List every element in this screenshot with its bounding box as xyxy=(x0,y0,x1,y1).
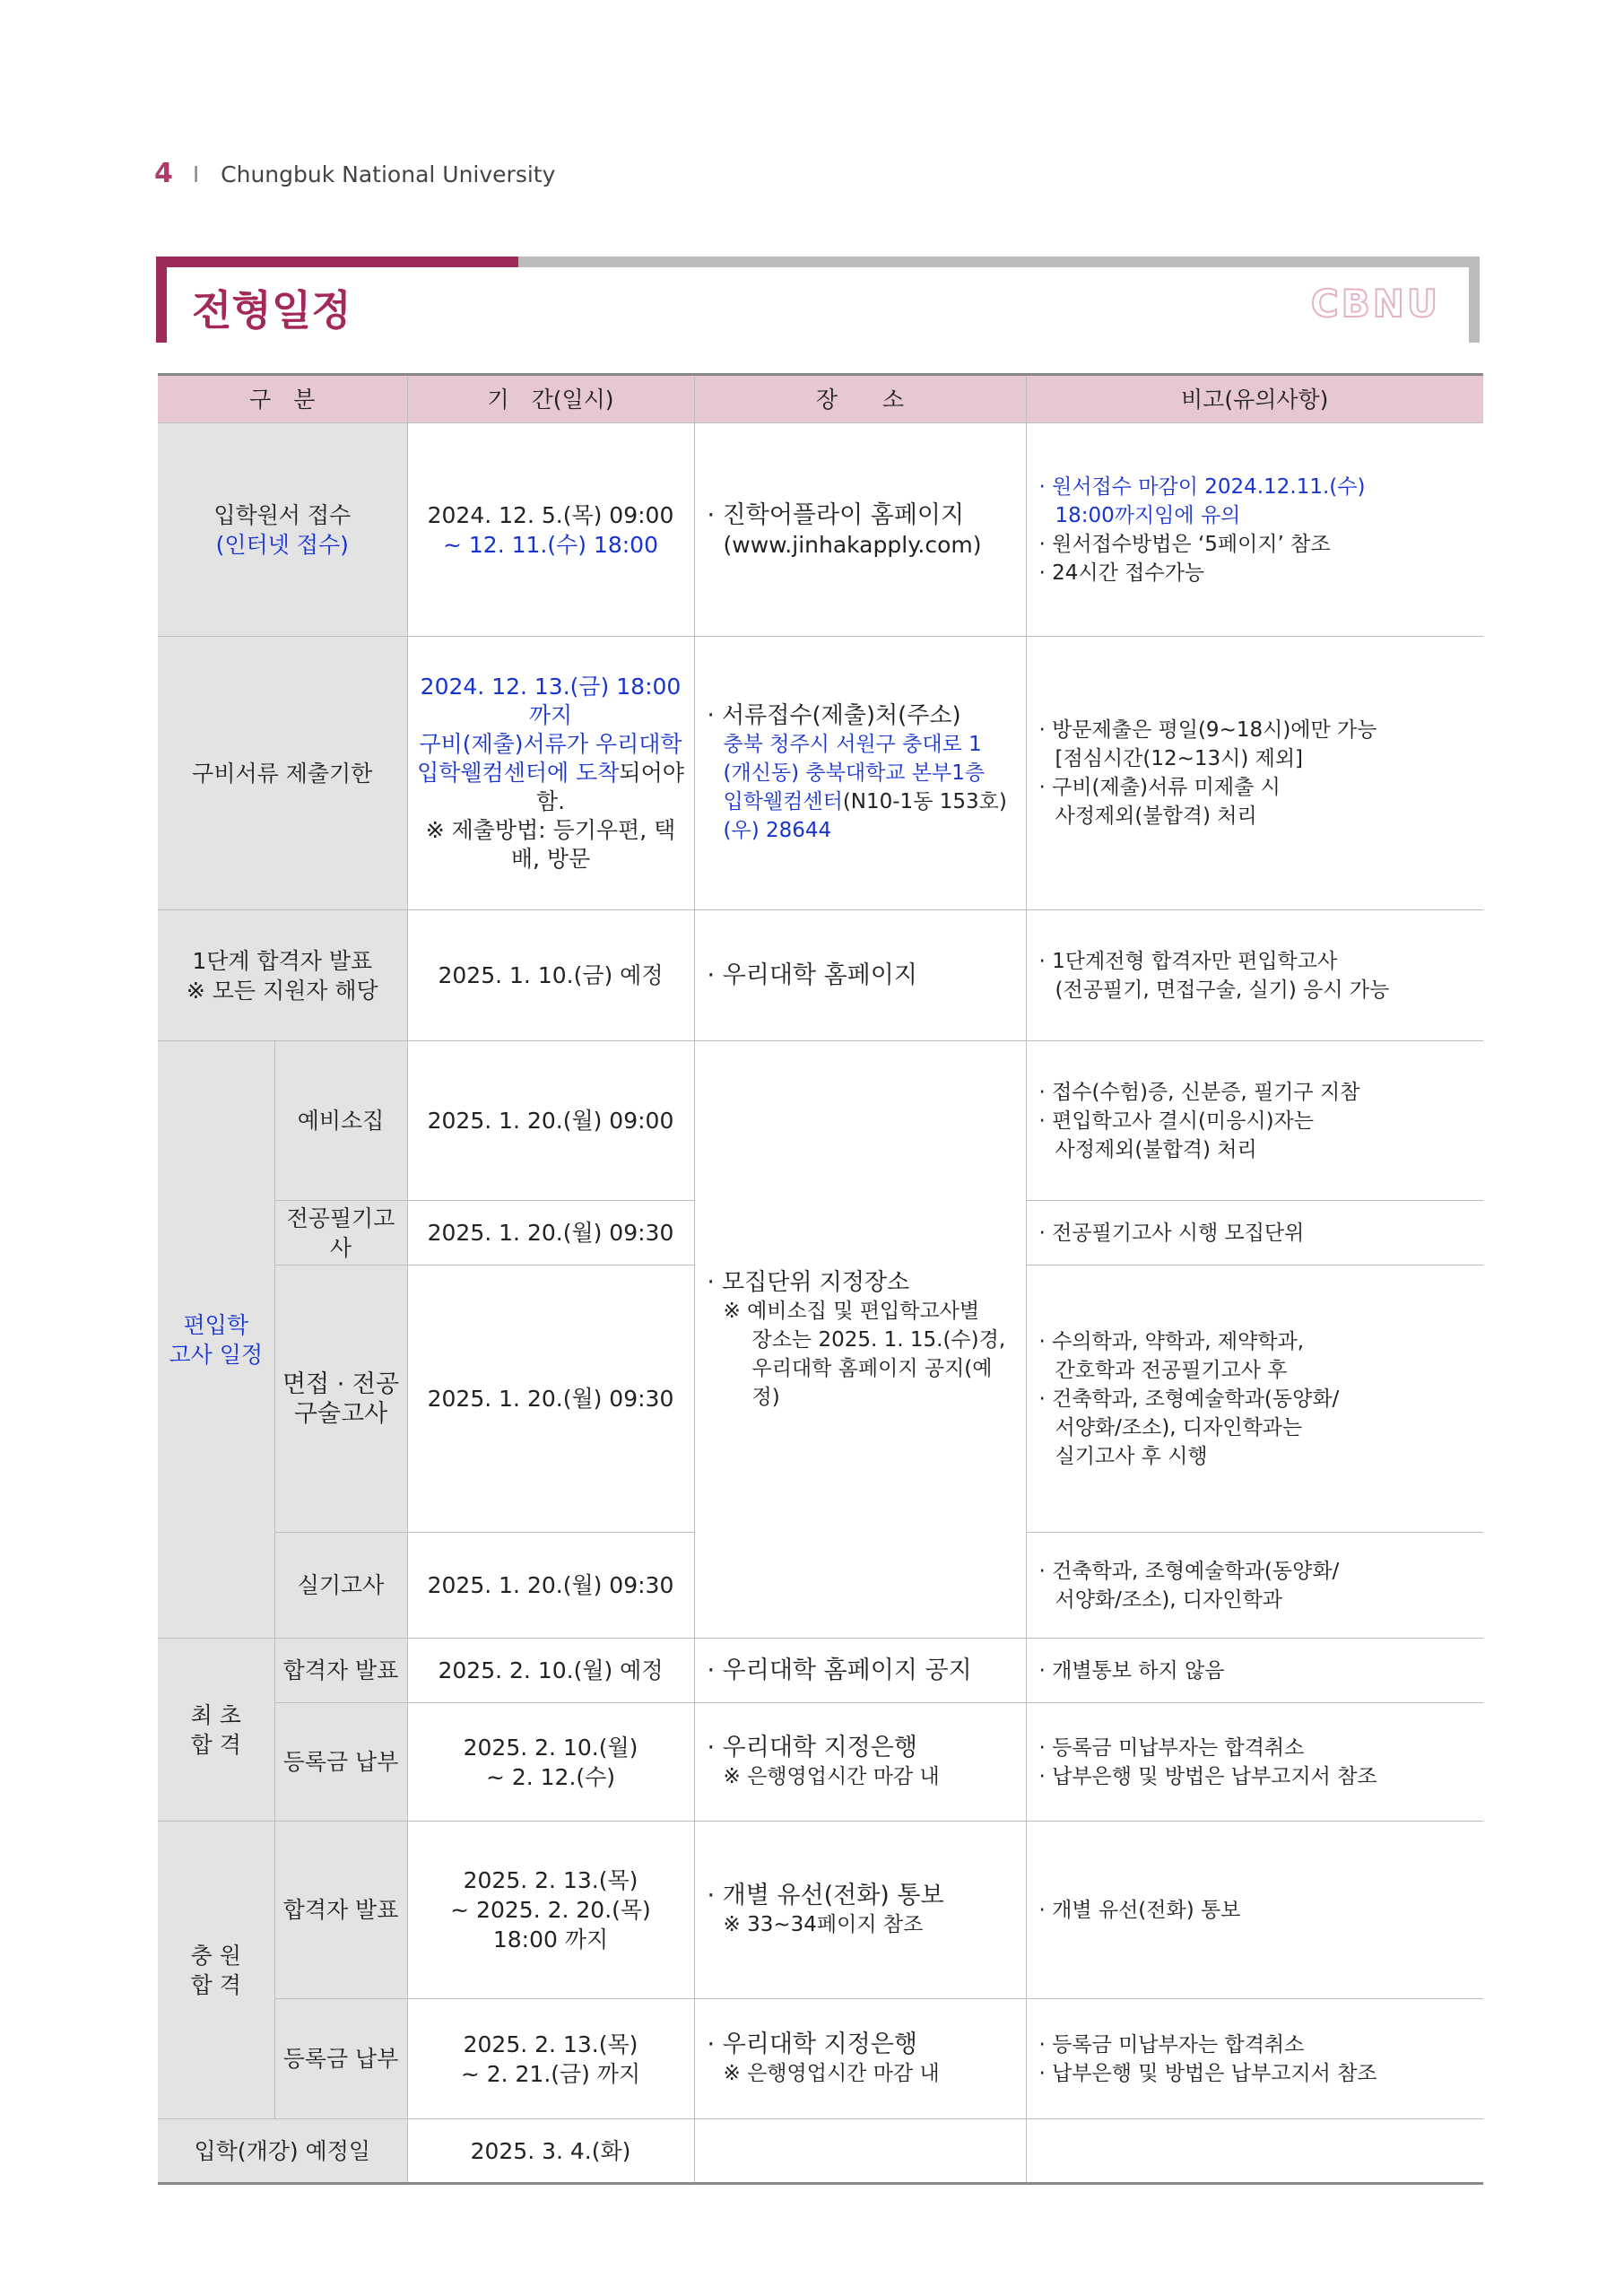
documents-period-2: 구비(제출)서류가 우리대학 xyxy=(419,731,682,757)
title-gray-bar xyxy=(518,257,1480,267)
exam-prelim-note-3: 사정제외(불합격) 처리 xyxy=(1055,1137,1257,1161)
exam-practical-note-cell xyxy=(1026,1533,1483,1639)
stage1-note-2: (전공필기, 면접구술, 실기) 응시 가능 xyxy=(1055,978,1390,1002)
final-payment-period-2: ~ 2. 12.(수) xyxy=(485,1763,616,1790)
documents-place-5: (우) 28644 xyxy=(723,819,832,842)
application-period-cell xyxy=(407,423,694,637)
opening-period: 2025. 3. 4.(화) xyxy=(407,2119,694,2184)
application-label-cell xyxy=(158,423,407,637)
opening-place-empty xyxy=(694,2119,1026,2184)
additional-category-cell xyxy=(158,1822,274,2119)
header-period: 기 간(일시) xyxy=(407,375,694,423)
exam-interview-note-4: 서양화/조소), 디자인학과는 xyxy=(1055,1415,1303,1439)
final-payment-note-1: · 등록금 미납부자는 합격취소 xyxy=(1038,1735,1305,1760)
row-opening xyxy=(158,2119,1483,2184)
exam-interview-note-5: 실기고사 후 시행 xyxy=(1055,1444,1208,1468)
university-name: Chungbuk National University xyxy=(221,161,556,187)
exam-interview-period: 2025. 1. 20.(월) 09:30 xyxy=(407,1265,694,1533)
documents-note-1: · 방문제출은 평일(9~18시)에만 가능 xyxy=(1038,718,1377,742)
exam-practical-note-2: 서양화/조소), 디자인학과 xyxy=(1055,1587,1283,1612)
additional-announce-label: 합격자 발표 xyxy=(274,1822,407,1999)
final-category-1: 최 초 xyxy=(190,1701,241,1728)
documents-note-cell xyxy=(1026,637,1483,910)
documents-period-3 xyxy=(415,759,687,816)
final-announce-label: 합격자 발표 xyxy=(274,1639,407,1703)
application-period-2: ~ 12. 11.(수) 18:00 xyxy=(442,531,658,558)
additional-payment-note-2: · 납부은행 및 방법은 납부고지서 참조 xyxy=(1038,2061,1377,2085)
header-category: 구 분 xyxy=(158,375,407,423)
documents-period-cell xyxy=(407,637,694,910)
exam-place-3: 장소는 2025. 1. 15.(수)경, xyxy=(751,1327,1006,1352)
documents-place-4a: 입학웰컴센터 xyxy=(723,790,843,813)
exam-prelim-note-1: · 접수(수험)증, 신분증, 필기구 지참 xyxy=(1038,1080,1360,1104)
application-period-1: 2024. 12. 5.(목) 09:00 xyxy=(427,501,674,528)
final-payment-period-1: 2025. 2. 10.(월) xyxy=(463,1734,638,1761)
exam-interview-note-cell xyxy=(1026,1265,1483,1533)
additional-payment-label: 등록금 납부 xyxy=(274,1999,407,2119)
row-stage1 xyxy=(158,910,1483,1041)
additional-payment-place-cell xyxy=(694,1999,1026,2119)
application-place-cell xyxy=(694,423,1026,637)
final-announce-period: 2025. 2. 10.(월) 예정 xyxy=(407,1639,694,1703)
header-separator: I xyxy=(192,161,200,187)
exam-written-period: 2025. 1. 20.(월) 09:30 xyxy=(407,1201,694,1265)
exam-practical-period: 2025. 1. 20.(월) 09:30 xyxy=(407,1533,694,1639)
additional-announce-period-cell xyxy=(407,1822,694,1999)
stage1-label-2: ※ 모든 지원자 해당 xyxy=(186,977,378,1004)
exam-prelim-label: 예비소집 xyxy=(274,1041,407,1201)
documents-period-3a: 입학웰컴센터에 도착 xyxy=(417,760,620,786)
additional-announce-period-3: 18:00 까지 xyxy=(492,1926,609,1952)
documents-place-cell xyxy=(694,637,1026,910)
exam-written-label: 전공필기고사 xyxy=(274,1201,407,1265)
final-payment-place-2: ※ 은행영업시간 마감 내 xyxy=(723,1765,940,1788)
exam-interview-note-3: · 건축학과, 조형예술학과(동양화/ xyxy=(1038,1387,1340,1411)
opening-label: 입학(개강) 예정일 xyxy=(158,2119,407,2184)
final-payment-note-cell xyxy=(1026,1703,1483,1822)
documents-note-4: 사정제외(불합격) 처리 xyxy=(1055,804,1257,828)
documents-place-4 xyxy=(708,787,1019,816)
documents-period-1: 2024. 12. 13.(금) 18:00까지 xyxy=(420,674,682,728)
additional-announce-period-2: ~ 2025. 2. 20.(목) xyxy=(450,1897,651,1923)
application-place-1: · 진학어플라이 홈페이지 xyxy=(707,500,965,529)
exam-interview-note-2: 간호학과 전공필기고사 후 xyxy=(1055,1358,1288,1382)
row-application xyxy=(158,423,1483,637)
stage1-note-1: · 1단계전형 합격자만 편입학고사 xyxy=(1038,949,1338,973)
stage1-place: · 우리대학 홈페이지 xyxy=(694,910,1026,1041)
documents-label: 구비서류 제출기한 xyxy=(158,637,407,910)
additional-announce-place-cell xyxy=(694,1822,1026,1999)
additional-payment-place-1: · 우리대학 지정은행 xyxy=(707,2031,917,2058)
exam-prelim-note-cell xyxy=(1026,1041,1483,1201)
application-note-2: 18:00까지임에 유의 xyxy=(1055,503,1241,527)
application-note-3: · 원서접수방법은 ‘5페이지’ 참조 xyxy=(1038,532,1331,556)
section-title: 전형일정 xyxy=(192,286,352,335)
exam-prelim-note-2: · 편입학고사 결시(미응시)자는 xyxy=(1038,1109,1314,1133)
documents-place-3: (개신동) 충북대학교 본부1층 xyxy=(723,761,986,785)
section-title-box xyxy=(156,257,1480,343)
application-label: 입학원서 접수 xyxy=(213,501,352,528)
final-payment-place-1: · 우리대학 지정은행 xyxy=(707,1734,917,1761)
final-announce-note: · 개별통보 하지 않음 xyxy=(1026,1639,1483,1703)
stage1-period: 2025. 1. 10.(금) 예정 xyxy=(407,910,694,1041)
row-documents xyxy=(158,637,1483,910)
page-header xyxy=(154,158,555,189)
header-note: 비고(유의사항) xyxy=(1026,375,1483,423)
title-accent-bar xyxy=(156,257,518,267)
exam-written-note: · 전공필기고사 시행 모집단위 xyxy=(1026,1201,1483,1265)
exam-category-2: 고사 일정 xyxy=(169,1341,264,1368)
additional-category-2: 합 격 xyxy=(190,1971,241,1998)
final-announce-place: · 우리대학 홈페이지 공지 xyxy=(694,1639,1026,1703)
final-payment-label: 등록금 납부 xyxy=(274,1703,407,1822)
exam-prelim-period: 2025. 1. 20.(월) 09:00 xyxy=(407,1041,694,1201)
documents-place-4b: (N10-1동 153호) xyxy=(842,790,1007,813)
row-additional-payment xyxy=(158,1999,1483,2119)
documents-place-1: · 서류접수(제출)처(주소) xyxy=(707,702,961,729)
final-payment-period-cell xyxy=(407,1703,694,1822)
exam-category-cell xyxy=(158,1041,274,1639)
documents-note-2: [점심시간(12~13시) 제외] xyxy=(1055,747,1304,770)
opening-note-empty xyxy=(1026,2119,1483,2184)
additional-announce-note: · 개별 유선(전화) 통보 xyxy=(1026,1822,1483,1999)
additional-payment-note-1: · 등록금 미납부자는 합격취소 xyxy=(1038,2032,1305,2057)
stage1-label-1: 1단계 합격자 발표 xyxy=(192,947,373,974)
stage1-label-cell xyxy=(158,910,407,1041)
exam-interview-note-1: · 수의학과, 약학과, 제약학과, xyxy=(1038,1329,1305,1353)
additional-payment-place-2: ※ 은행영업시간 마감 내 xyxy=(723,2062,940,2085)
application-place-2: (www.jinhakapply.com) xyxy=(723,531,982,558)
documents-period-4: ※ 제출방법: 등기우편, 택배, 방문 xyxy=(425,817,676,872)
documents-note-3: · 구비(제출)서류 미제출 시 xyxy=(1038,776,1281,799)
row-final-announce xyxy=(158,1639,1483,1703)
cbnu-logo: CBNU xyxy=(1310,282,1440,326)
exam-place-1: · 모집단위 지정장소 xyxy=(707,1268,910,1296)
additional-payment-period-1: 2025. 2. 13.(목) xyxy=(463,2031,638,2057)
header-place: 장 소 xyxy=(694,375,1026,423)
row-exam-prelim xyxy=(158,1041,1483,1201)
final-payment-place-cell xyxy=(694,1703,1026,1822)
application-note-4: · 24시간 접수가능 xyxy=(1038,561,1205,585)
application-note-1: · 원서접수 마감이 2024.12.11.(수) xyxy=(1038,474,1366,499)
final-payment-note-2: · 납부은행 및 방법은 납부고지서 참조 xyxy=(1038,1764,1377,1788)
additional-announce-period-1: 2025. 2. 13.(목) xyxy=(463,1867,638,1893)
exam-interview-label: 면접 · 전공구술고사 xyxy=(274,1265,407,1533)
additional-category-1: 충 원 xyxy=(190,1942,241,1969)
exam-place-4: 우리대학 홈페이지 공지(예정) xyxy=(751,1356,993,1409)
documents-period-3b: 되어야함. xyxy=(535,760,684,814)
row-additional-announce xyxy=(158,1822,1483,1999)
page-number: 4 xyxy=(154,158,173,189)
final-category-cell xyxy=(158,1639,274,1822)
additional-payment-note-cell xyxy=(1026,1999,1483,2119)
row-final-payment xyxy=(158,1703,1483,1822)
schedule-table xyxy=(158,373,1483,2185)
exam-place-2: ※ 예비소집 및 편입학고사별 xyxy=(723,1299,980,1323)
additional-payment-period-2: ~ 2. 21.(금) 까지 xyxy=(460,2060,641,2087)
application-label-note: (인터넷 접수) xyxy=(215,531,349,558)
final-category-2: 합 격 xyxy=(190,1731,241,1758)
title-left-border xyxy=(156,257,167,343)
application-note-cell xyxy=(1026,423,1483,637)
exam-practical-note-1: · 건축학과, 조형예술학과(동양화/ xyxy=(1038,1559,1340,1583)
exam-place-cell xyxy=(694,1041,1026,1639)
exam-practical-label: 실기고사 xyxy=(274,1533,407,1639)
exam-category-1: 편입학 xyxy=(183,1311,248,1338)
documents-place-2: 충북 청주시 서원구 충대로 1 xyxy=(723,733,982,756)
stage1-note-cell xyxy=(1026,910,1483,1041)
additional-announce-place-1: · 개별 유선(전화) 통보 xyxy=(707,1882,944,1909)
additional-announce-place-2: ※ 33~34페이지 참조 xyxy=(723,1913,924,1936)
title-right-border xyxy=(1469,257,1480,343)
table-header-row xyxy=(158,375,1483,423)
additional-payment-period-cell xyxy=(407,1999,694,2119)
